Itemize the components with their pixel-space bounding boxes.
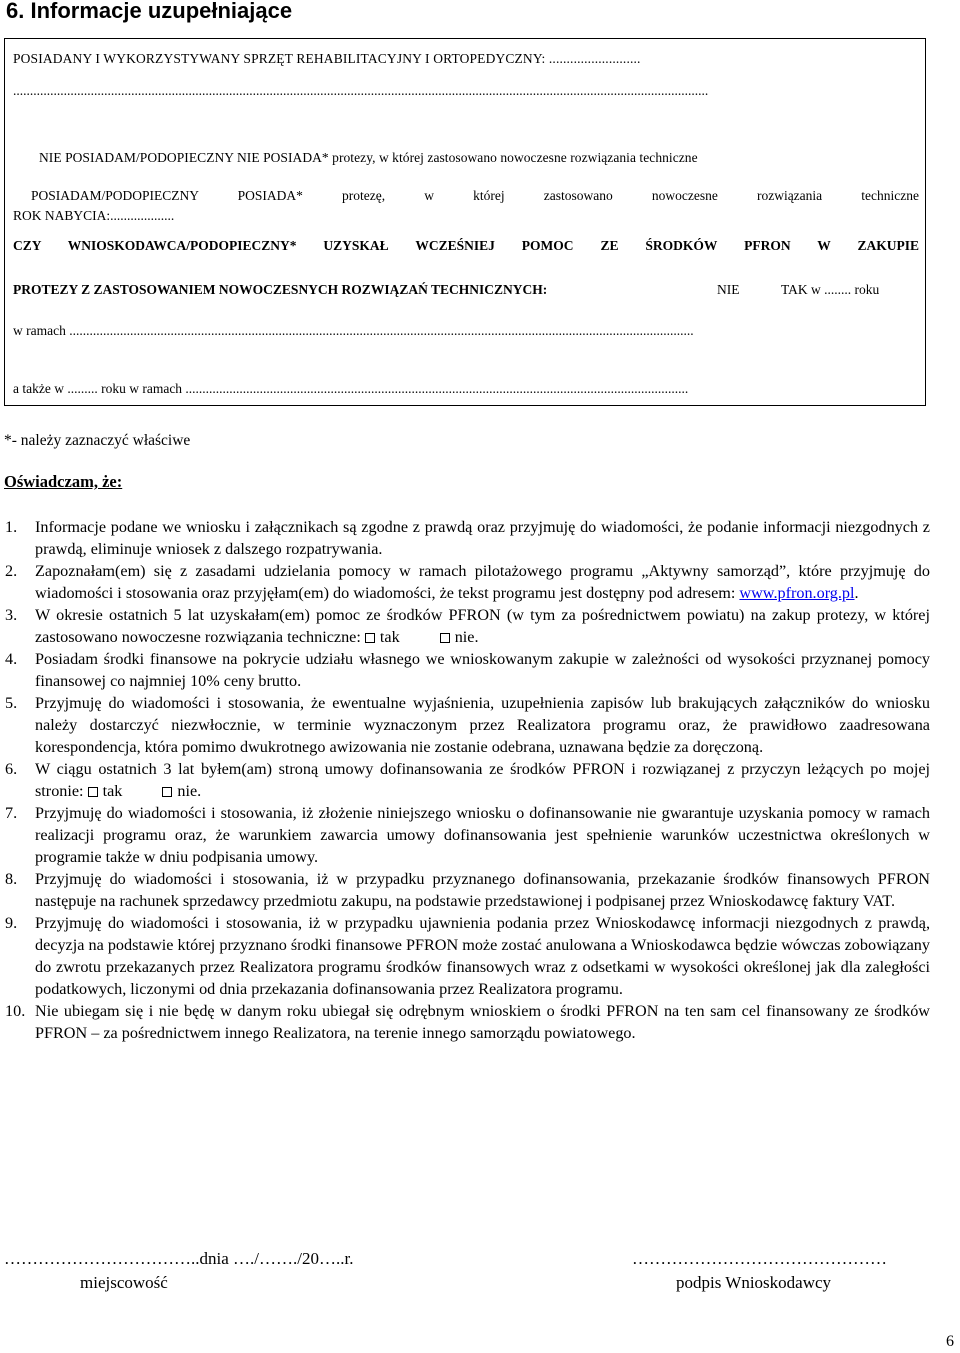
item-text: Przyjmuję do wiadomości i stosowania, iż w przypadku przyznanego dofinansowania, przekazanie środków finansowych PFRON następuje na rachunek sprzedawcy przedmiotu zakupu, na podstawie przedstawionej i podpisanej przez Wnioskodawcę faktury VAT. — [35, 870, 930, 910]
item-text: W ciągu ostatnich 3 lat byłem(am) stroną umowy dofinansowania ze środków PFRON i rozwiązanej z przyczyn leżących po mojej stronie: tak nie. — [35, 760, 930, 800]
pfron-question-line: CZY WNIOSKODAWCA/PODOPIECZNY* UZYSKAŁ WCZEŚNIEJ POMOC ZE ŚRODKÓW PFRON W ZAKUPIE — [13, 238, 919, 253]
pfron-question-line-2: PROTEZY Z ZASTOSOWANIEM NOWOCZESNYCH ROZWIĄZAŃ TECHNICZNYCH: — [13, 282, 548, 297]
has-prosthesis-line: POSIADAM/PODOPIECZNY POSIADA* protezę, w której zastosowano nowoczesne rozwiązania techniczne — [31, 188, 919, 203]
section-title: 6. Informacje uzupełniające — [6, 0, 293, 23]
item-text: Zapoznałam(em) się z zasadami udzielania pomocy w ramach pilotażowego programu „Aktywny samorząd”, które przyjmuję do wiadomości i stosowania oraz przyjęłam(em) do wiadomości, że tekst programu jest dostępny pod adresem: www.pfron.org.pl. — [35, 562, 930, 602]
page-number: 6 — [946, 1333, 954, 1350]
item-number: 8. — [5, 870, 18, 888]
item-number: 6. — [5, 760, 18, 778]
checkbox-tak[interactable] — [365, 633, 375, 643]
checkbox-nie[interactable] — [162, 787, 172, 797]
list-item — [0, 868, 960, 912]
item-number: 9. — [5, 914, 18, 932]
option-tak: TAK w ........ roku — [781, 282, 880, 297]
item-number: 4. — [5, 650, 18, 668]
item-number: 10. — [5, 1002, 26, 1020]
place-label: miejscowość — [80, 1273, 168, 1292]
equipment-line: POSIADANY I WYKORZYSTYWANY SPRZĘT REHABILITACYJNY I ORTOPEDYCZNY: .......................... — [13, 51, 641, 66]
item-number: 3. — [5, 606, 18, 624]
signature-line: ……………………………………… — [632, 1249, 887, 1268]
footnote: *- należy zaznaczyć właściwe — [4, 432, 191, 449]
list-item — [0, 1000, 960, 1044]
declaration-heading: Oświadczam, że: — [4, 472, 123, 491]
signature-label: podpis Wnioskodawcy — [676, 1273, 832, 1292]
declaration-list — [0, 516, 960, 1044]
item-text: Przyjmuję do wiadomości i stosowania, iż w przypadku ujawnienia podania przez Wnioskodawcę informacji niezgodnych z prawdą, decyzja na podstawie której przyznano środki finansowe PFRON może zostać anulowana a Wnioskodawca będzie wówczas zobowiązany do zwrotu przekazanych przez Realizatora programu środków finansowych wraz z odsetkami w wysokości określonej jak dla zaległości podatkowych, liczonymi od dnia przekazania dofinansowania przez Realizatora programu. — [35, 914, 930, 998]
place-date-line: ……………………………..dnia …./……./20…..r. — [4, 1249, 354, 1268]
item-text: W okresie ostatnich 5 lat uzyskałam(em) pomoc ze środków PFRON (w tym za pośrednictwem powiatu) na zakup protezy, w której zastosowano nowoczesne rozwiązania techniczne: tak nie. — [35, 606, 930, 646]
list-item — [0, 692, 960, 758]
item-text: Przyjmuję do wiadomości i stosowania, że ewentualne wyjaśnienia, uzupełnienia zapisów lub brakujących załączników do wniosku należy dostarczyć niezwłocznie, w terminie wyznaczonym przez Realizatora programu oraz, że prawidłowo zaadresowana korespondencja, która pomimo dwukrotnego awizowania nie zostanie odebrana, uznawana będzie za doręczoną. — [35, 694, 930, 756]
list-item — [0, 604, 960, 648]
list-item — [0, 648, 960, 692]
list-item — [0, 802, 960, 868]
equipment-box — [4, 38, 926, 406]
a-takze-line: a także w ......... roku w ramach ..................................................................................................................................................... — [13, 381, 689, 396]
item-number: 1. — [5, 518, 18, 536]
list-item — [0, 516, 960, 560]
item-number: 5. — [5, 694, 18, 712]
list-item — [0, 758, 960, 802]
pfron-link[interactable]: www.pfron.org.pl — [739, 584, 855, 602]
item-text: Nie ubiegam się i nie będę w danym roku ubiegał się odrębnym wnioskiem o środki PFRON na ten sam cel finansowany ze środków PFRON – za pośrednictwem innego Realizatora, na terenie innego samorządu powiatowego. — [35, 1002, 930, 1042]
list-item — [0, 560, 960, 604]
checkbox-tak[interactable] — [88, 787, 98, 797]
item-text: Przyjmuję do wiadomości i stosowania, iż złożenie niniejszego wniosku o dofinansowanie nie gwarantuje uzyskania pomocy w ramach realizacji programu oraz, że warunkiem zawarcia umowy dofinansowania jest spełnienie warunków uczestnictwa określonych w programie także w dniu podpisania umowy. — [35, 804, 930, 866]
option-nie: NIE — [717, 282, 740, 297]
item-number: 2. — [5, 562, 18, 580]
checkbox-nie[interactable] — [440, 633, 450, 643]
item-text: Informacje podane we wniosku i załącznikach są zgodne z prawdą oraz przyjmuję do wiadomości, że podanie informacji niezgodnych z prawdą, eliminuje wniosek z dalszego rozpatrywania. — [35, 518, 930, 558]
dotted-line: .............................................................................................................................................................................................................. — [13, 83, 709, 98]
no-prosthesis-line: NIE POSIADAM/PODOPIECZNY NIE POSIADA* protezy, w której zastosowano nowoczesne rozwiązania techniczne — [39, 150, 698, 165]
item-number: 7. — [5, 804, 18, 822]
purchase-year-line: ROK NABYCIA:................... — [13, 208, 175, 223]
w-ramach-line: w ramach ......................................................................................................................................................................................... — [13, 323, 694, 338]
item-text: Posiadam środki finansowe na pokrycie udziału własnego we wnioskowanym zakupie w zależności od wysokości przyznanej pomocy finansowej co najmniej 10% ceny brutto. — [35, 650, 930, 690]
list-item — [0, 912, 960, 1000]
